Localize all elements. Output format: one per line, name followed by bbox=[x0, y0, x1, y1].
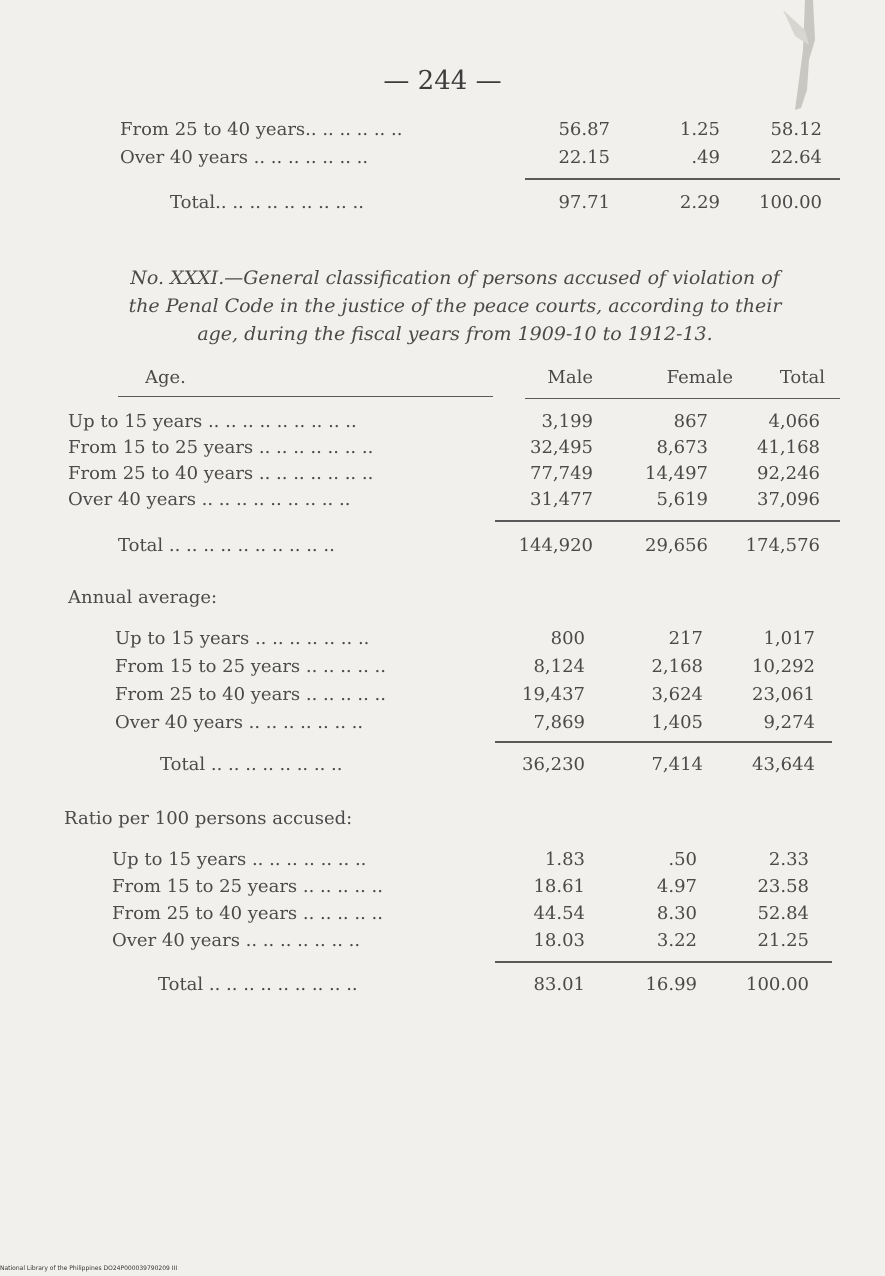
male-value: 31,477 bbox=[530, 489, 593, 510]
total-row bbox=[160, 752, 835, 778]
table-row bbox=[115, 710, 835, 736]
total-rule bbox=[525, 178, 840, 180]
table-title-line: No. XXXI.—General classification of persons accused of violation of bbox=[130, 267, 780, 289]
total-value: 10,292 bbox=[752, 656, 815, 677]
library-footer: National Library of the Philippines DO24P000039790209 III bbox=[0, 1265, 178, 1272]
table-row bbox=[112, 874, 832, 900]
total-value: 2.33 bbox=[768, 849, 809, 870]
total-value: 4,066 bbox=[768, 411, 820, 432]
table-row bbox=[115, 626, 835, 652]
male-value: 7,869 bbox=[533, 712, 585, 733]
row-label: From 25 to 40 years.. .. .. .. .. .. bbox=[120, 119, 403, 140]
row-label: Up to 15 years .. .. .. .. .. .. .. .. .. bbox=[68, 411, 357, 432]
male-value: 22.15 bbox=[558, 147, 610, 168]
row-label: Over 40 years .. .. .. .. .. .. .. bbox=[115, 712, 364, 733]
male-value: 19,437 bbox=[522, 684, 585, 705]
male-value: 18.03 bbox=[533, 930, 585, 951]
total-value: 100.00 bbox=[746, 974, 809, 995]
total-value: 52.84 bbox=[757, 903, 809, 924]
row-label: Up to 15 years .. .. .. .. .. .. .. bbox=[112, 849, 367, 870]
row-label: Up to 15 years .. .. .. .. .. .. .. bbox=[115, 628, 370, 649]
male-value: 32,495 bbox=[530, 437, 593, 458]
table-title-line: age, during the fiscal years from 1909-10 to 1912-13. bbox=[197, 323, 713, 345]
total-value: 92,246 bbox=[757, 463, 820, 484]
carryover-row bbox=[120, 117, 830, 143]
row-label: From 25 to 40 years .. .. .. .. .. bbox=[115, 684, 386, 705]
total-row bbox=[158, 972, 833, 998]
total-value: 37,096 bbox=[757, 489, 820, 510]
total-value: 174,576 bbox=[745, 535, 820, 556]
table-row bbox=[68, 409, 838, 435]
total-value: 22.64 bbox=[770, 147, 822, 168]
row-label: From 15 to 25 years .. .. .. .. .. .. .. bbox=[68, 437, 374, 458]
header-total: Total bbox=[779, 367, 825, 388]
table-row bbox=[68, 461, 838, 487]
total-rule bbox=[495, 961, 832, 963]
female-value: 1.25 bbox=[679, 119, 720, 140]
male-value: 8,124 bbox=[533, 656, 585, 677]
female-value: 1,405 bbox=[651, 712, 703, 733]
row-label: From 25 to 40 years .. .. .. .. .. .. .. bbox=[68, 463, 374, 484]
male-value: 83.01 bbox=[533, 974, 585, 995]
female-value: .50 bbox=[668, 849, 697, 870]
row-label: Total .. .. .. .. .. .. .. .. .. bbox=[158, 974, 358, 995]
row-label: Total .. .. .. .. .. .. .. .. bbox=[160, 754, 343, 775]
header-female: Female bbox=[666, 367, 733, 388]
table-title-line: the Penal Code in the justice of the peace courts, according to their bbox=[128, 295, 782, 317]
total-value: 1,017 bbox=[763, 628, 815, 649]
total-value: 9,274 bbox=[763, 712, 815, 733]
row-label: Over 40 years .. .. .. .. .. .. .. bbox=[112, 930, 361, 951]
female-value: 4.97 bbox=[656, 876, 697, 897]
table-row bbox=[112, 901, 832, 927]
male-value: 1.83 bbox=[544, 849, 585, 870]
female-value: 2,168 bbox=[651, 656, 703, 677]
row-label: Over 40 years .. .. .. .. .. .. .. bbox=[120, 147, 369, 168]
female-value: 8,673 bbox=[656, 437, 708, 458]
female-value: 2.29 bbox=[679, 192, 720, 213]
female-value: 5,619 bbox=[656, 489, 708, 510]
table-row bbox=[115, 682, 835, 708]
male-value: 3,199 bbox=[541, 411, 593, 432]
row-label: Over 40 years .. .. .. .. .. .. .. .. .. bbox=[68, 489, 351, 510]
carryover-total-row bbox=[170, 190, 830, 216]
total-value: 23.58 bbox=[757, 876, 809, 897]
total-value: 43,644 bbox=[752, 754, 815, 775]
female-value: 16.99 bbox=[645, 974, 697, 995]
table-row bbox=[112, 847, 832, 873]
total-value: 21.25 bbox=[757, 930, 809, 951]
total-value: 100.00 bbox=[759, 192, 822, 213]
section-heading-ratio: Ratio per 100 persons accused: bbox=[64, 808, 353, 829]
male-value: 144,920 bbox=[518, 535, 593, 556]
male-value: 56.87 bbox=[558, 119, 610, 140]
female-value: .49 bbox=[691, 147, 720, 168]
column-headers bbox=[68, 365, 838, 391]
header-male: Male bbox=[547, 367, 593, 388]
total-rule bbox=[495, 520, 840, 522]
female-value: 29,656 bbox=[645, 535, 708, 556]
male-value: 36,230 bbox=[522, 754, 585, 775]
header-age: Age. bbox=[145, 367, 186, 388]
female-value: 7,414 bbox=[651, 754, 703, 775]
table-row bbox=[68, 435, 838, 461]
page-number: — 244 — bbox=[383, 66, 502, 96]
total-value: 41,168 bbox=[757, 437, 820, 458]
total-value: 23,061 bbox=[752, 684, 815, 705]
section-heading-annual: Annual average: bbox=[68, 587, 218, 608]
female-value: 14,497 bbox=[645, 463, 708, 484]
row-label: From 15 to 25 years .. .. .. .. .. bbox=[115, 656, 386, 677]
male-value: 800 bbox=[550, 628, 585, 649]
header-rule bbox=[525, 398, 840, 399]
carryover-row bbox=[120, 145, 830, 171]
female-value: 3.22 bbox=[656, 930, 697, 951]
total-row bbox=[118, 533, 838, 559]
row-label: Total .. .. .. .. .. .. .. .. .. .. bbox=[118, 535, 335, 556]
female-value: 8.30 bbox=[656, 903, 697, 924]
table-row bbox=[115, 654, 835, 680]
total-value: 58.12 bbox=[770, 119, 822, 140]
header-rule bbox=[118, 396, 493, 397]
female-value: 3,624 bbox=[651, 684, 703, 705]
male-value: 18.61 bbox=[533, 876, 585, 897]
row-label: Total.. .. .. .. .. .. .. .. .. bbox=[170, 192, 364, 213]
row-label: From 25 to 40 years .. .. .. .. .. bbox=[112, 903, 383, 924]
total-rule bbox=[495, 741, 832, 743]
male-value: 44.54 bbox=[533, 903, 585, 924]
female-value: 867 bbox=[673, 411, 708, 432]
male-value: 77,749 bbox=[530, 463, 593, 484]
table-row bbox=[68, 487, 838, 513]
male-value: 97.71 bbox=[558, 192, 610, 213]
row-label: From 15 to 25 years .. .. .. .. .. bbox=[112, 876, 383, 897]
female-value: 217 bbox=[668, 628, 703, 649]
table-row bbox=[112, 928, 832, 954]
